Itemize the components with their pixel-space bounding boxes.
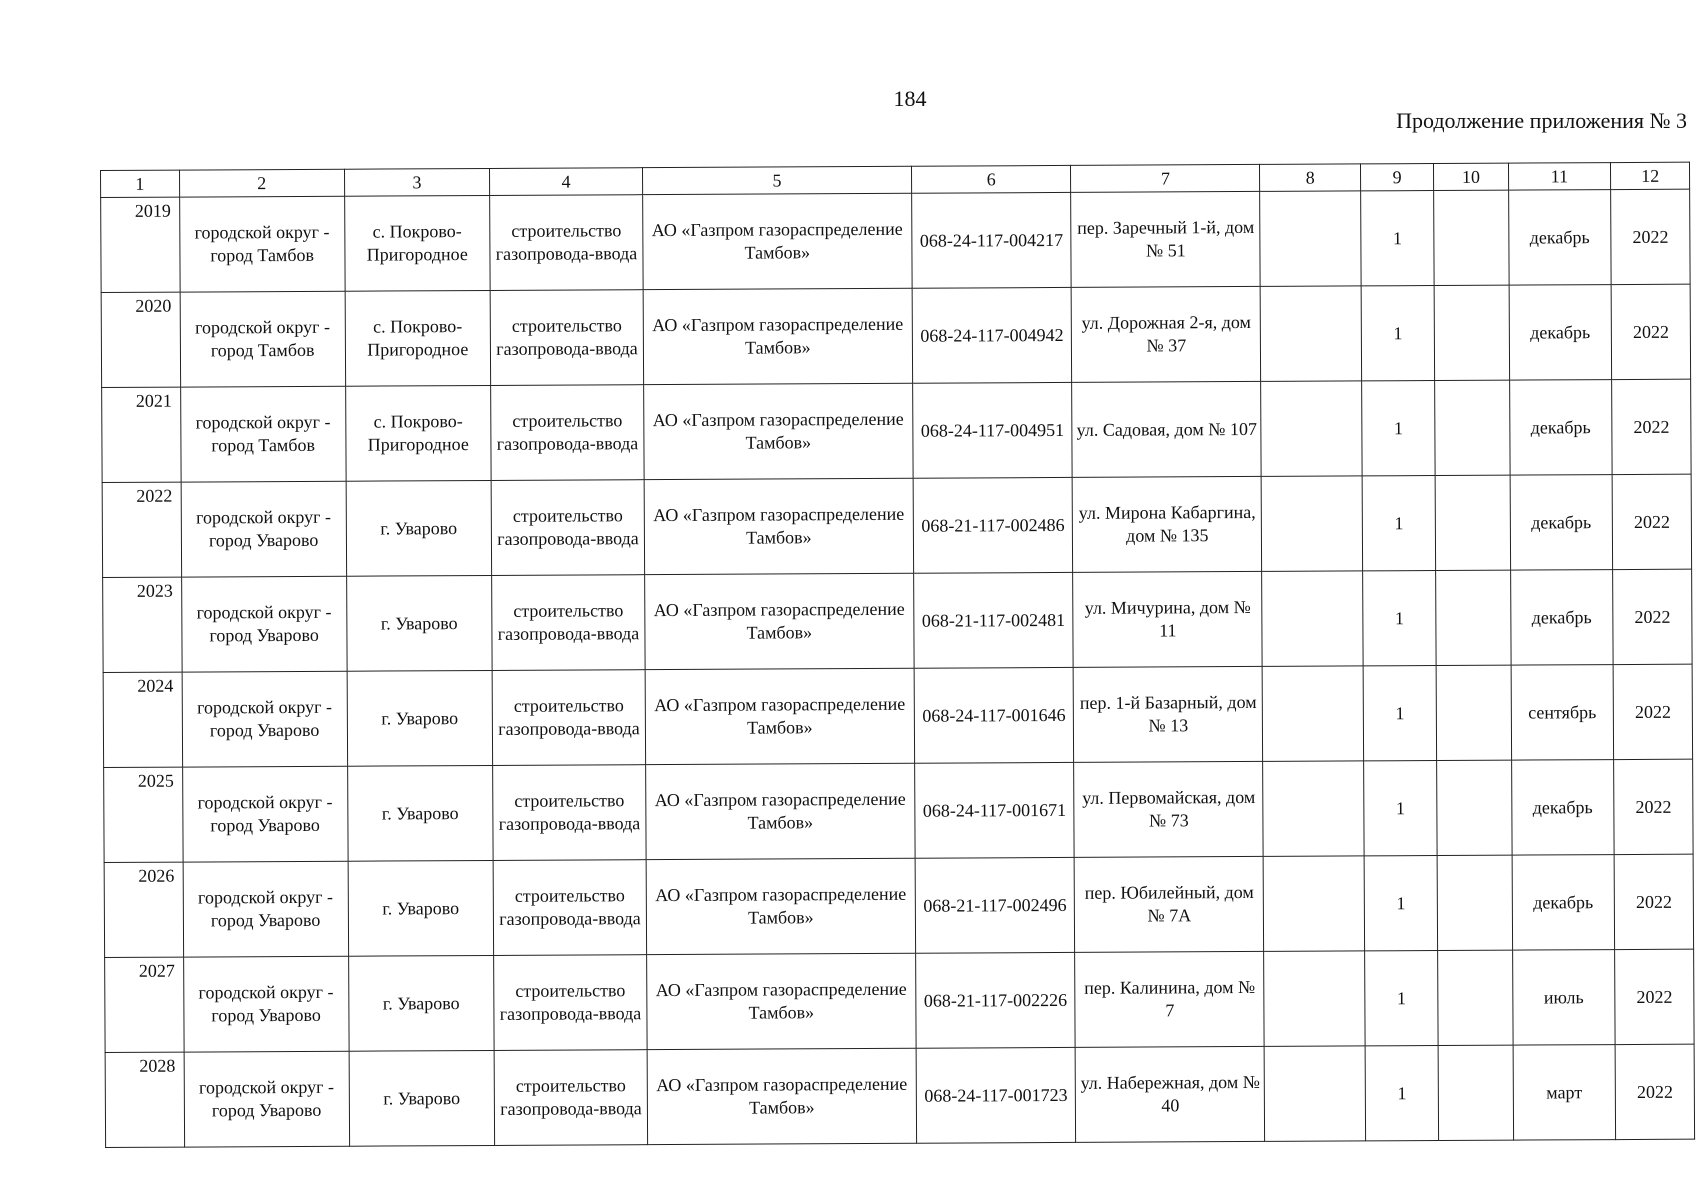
address-cell: пер. Калинина, дом № 7 [1075, 951, 1265, 1047]
column-10-cell [1434, 190, 1509, 285]
work-type-cell: строительство газопровода-ввода [490, 290, 643, 386]
district-cell: городской округ - город Уварово [181, 576, 347, 672]
column-10-cell [1435, 475, 1510, 570]
table-row [104, 854, 1693, 957]
quantity-cell: 1 [1365, 951, 1439, 1046]
year-cell: 2022 [1612, 379, 1691, 474]
month-cell: март [1513, 1045, 1616, 1141]
address-cell: ул. Первомайская, дом № 73 [1074, 761, 1264, 857]
page-number: 184 [893, 86, 927, 111]
column-8-cell [1262, 571, 1363, 667]
column-8-cell [1260, 191, 1361, 287]
object-code-cell: 068-21-117-002486 [913, 477, 1073, 573]
organization-cell: АО «Газпром газораспределение Тамбов» [646, 763, 915, 859]
address-cell: ул. Мичурина, дом № 11 [1073, 571, 1263, 667]
column-header: 9 [1360, 164, 1433, 191]
work-type-cell: строительство газопровода-ввода [491, 480, 644, 576]
locality-cell: г. Уварово [346, 480, 492, 576]
row-number: 2025 [104, 767, 183, 862]
organization-cell: АО «Газпром газораспределение Тамбов» [643, 193, 912, 289]
column-header: 5 [643, 166, 912, 194]
column-10-cell [1434, 285, 1509, 380]
object-code-cell: 068-21-117-002226 [915, 952, 1075, 1048]
object-code-cell: 068-24-117-001646 [914, 667, 1074, 763]
column-header: 1 [101, 170, 180, 197]
month-cell: декабрь [1510, 475, 1613, 571]
district-cell: городской округ - город Уварово [182, 671, 348, 767]
locality-cell: с. Покрово-Пригородное [345, 290, 491, 386]
address-cell: пер. Заречный 1-й, дом № 51 [1071, 191, 1261, 287]
column-10-cell [1435, 380, 1510, 475]
row-number: 2023 [103, 577, 182, 672]
row-number: 2026 [104, 862, 183, 957]
month-cell: декабрь [1509, 380, 1612, 476]
district-cell: городской округ - город Тамбов [180, 386, 346, 482]
column-8-cell [1264, 856, 1365, 952]
district-cell: городской округ - город Уварово [183, 861, 349, 957]
column-10-cell [1437, 855, 1512, 950]
column-8-cell [1261, 381, 1362, 477]
locality-cell: г. Уварово [349, 1050, 495, 1146]
quantity-cell: 1 [1364, 761, 1438, 856]
table-row [103, 664, 1692, 767]
quantity-cell: 1 [1361, 286, 1435, 381]
district-cell: городской округ - город Тамбов [180, 291, 346, 387]
column-header: 12 [1611, 162, 1690, 189]
object-code-cell: 068-24-117-004951 [912, 382, 1072, 478]
table-row [102, 474, 1691, 577]
work-type-cell: строительство газопровода-ввода [492, 575, 645, 671]
column-header: 3 [344, 168, 489, 196]
quantity-cell: 1 [1362, 476, 1436, 571]
month-cell: декабрь [1508, 190, 1611, 286]
year-cell: 2022 [1613, 664, 1692, 759]
row-number: 2024 [103, 672, 182, 767]
month-cell: декабрь [1509, 285, 1612, 381]
month-cell: декабрь [1511, 760, 1614, 856]
quantity-cell: 1 [1365, 1046, 1439, 1141]
organization-cell: АО «Газпром газораспределение Тамбов» [645, 573, 914, 669]
column-header: 10 [1434, 163, 1508, 190]
work-type-cell: строительство газопровода-ввода [490, 195, 643, 291]
organization-cell: АО «Газпром газораспределение Тамбов» [644, 478, 913, 574]
organization-cell: АО «Газпром газораспределение Тамбов» [647, 1048, 916, 1144]
locality-cell: г. Уварово [348, 860, 494, 956]
quantity-cell: 1 [1363, 571, 1437, 666]
organization-cell: АО «Газпром газораспределение Тамбов» [644, 383, 913, 479]
address-cell: ул. Садовая, дом № 107 [1072, 381, 1262, 477]
row-number: 2027 [105, 957, 184, 1052]
work-type-cell: строительство газопровода-ввода [494, 1050, 647, 1146]
column-header: 4 [490, 168, 643, 196]
year-cell: 2022 [1613, 569, 1692, 664]
work-type-cell: строительство газопровода-ввода [493, 860, 646, 956]
object-code-cell: 068-24-117-001671 [914, 762, 1074, 858]
column-10-cell [1438, 1045, 1513, 1140]
year-cell: 2022 [1611, 284, 1690, 379]
column-10-cell [1438, 950, 1513, 1045]
column-8-cell [1263, 666, 1364, 762]
column-8-cell [1265, 1046, 1366, 1142]
work-type-cell: строительство газопровода-ввода [493, 765, 646, 861]
table-row [105, 1044, 1694, 1147]
work-type-cell: строительство газопровода-ввода [492, 670, 645, 766]
district-cell: городской округ - город Уварово [181, 481, 347, 577]
column-8-cell [1264, 951, 1365, 1047]
column-header: 11 [1508, 163, 1611, 191]
row-number: 2019 [101, 197, 180, 292]
quantity-cell: 1 [1363, 666, 1437, 761]
district-cell: городской округ - город Уварово [184, 1051, 350, 1147]
month-cell: декабрь [1512, 855, 1615, 951]
address-cell: ул. Мирона Кабаргина, дом № 135 [1073, 476, 1263, 572]
column-header: 2 [179, 169, 344, 197]
column-header: 8 [1260, 164, 1361, 192]
organization-cell: АО «Газпром газораспределение Тамбов» [645, 668, 914, 764]
row-number: 2028 [105, 1052, 184, 1147]
work-type-cell: строительство газопровода-ввода [491, 385, 644, 481]
table-row [103, 569, 1692, 672]
appendix-continuation-label: Продолжение приложения № 3 [1396, 108, 1687, 133]
column-8-cell [1263, 761, 1364, 857]
address-cell: ул. Дорожная 2-я, дом № 37 [1072, 286, 1262, 382]
table-row [101, 284, 1690, 387]
quantity-cell: 1 [1361, 191, 1435, 286]
year-cell: 2022 [1615, 1044, 1694, 1139]
address-cell: пер. Юбилейный, дом № 7А [1075, 856, 1265, 952]
year-cell: 2022 [1611, 189, 1690, 284]
locality-cell: г. Уварово [346, 575, 492, 671]
work-type-cell: строительство газопровода-ввода [494, 955, 647, 1051]
district-cell: городской округ - город Уварово [182, 766, 348, 862]
month-cell: июль [1512, 950, 1615, 1046]
row-number: 2020 [101, 292, 180, 387]
district-cell: городской округ - город Уварово [183, 956, 349, 1052]
column-10-cell [1436, 665, 1511, 760]
year-cell: 2022 [1614, 759, 1693, 854]
row-number: 2022 [102, 482, 181, 577]
month-cell: декабрь [1510, 570, 1613, 666]
object-code-cell: 068-21-117-002481 [913, 572, 1073, 668]
quantity-cell: 1 [1362, 381, 1436, 476]
table-row [104, 759, 1693, 862]
column-10-cell [1436, 570, 1511, 665]
object-code-cell: 068-21-117-002496 [915, 857, 1075, 953]
organization-cell: АО «Газпром газораспределение Тамбов» [646, 858, 915, 954]
column-header: 6 [911, 165, 1071, 193]
object-code-cell: 068-24-117-004217 [911, 192, 1071, 288]
object-code-cell: 068-24-117-004942 [912, 287, 1072, 383]
table-row [105, 949, 1694, 1052]
organization-cell: АО «Газпром газораспределение Тамбов» [643, 288, 912, 384]
locality-cell: г. Уварово [347, 765, 493, 861]
locality-cell: с. Покрово-Пригородное [344, 195, 490, 291]
table-row [101, 189, 1690, 292]
column-8-cell [1262, 476, 1363, 572]
month-cell: сентябрь [1511, 665, 1614, 761]
object-code-cell: 068-24-117-001723 [916, 1047, 1076, 1143]
year-cell: 2022 [1612, 474, 1691, 569]
locality-cell: г. Уварово [348, 955, 494, 1051]
organization-cell: АО «Газпром газораспределение Тамбов» [647, 953, 916, 1049]
table-row [102, 379, 1691, 482]
column-8-cell [1261, 286, 1362, 382]
registry-table [100, 162, 1695, 1148]
year-cell: 2022 [1614, 854, 1693, 949]
column-header: 7 [1071, 164, 1260, 192]
address-cell: пер. 1-й Базарный, дом № 13 [1074, 666, 1264, 762]
column-10-cell [1437, 760, 1512, 855]
locality-cell: г. Уварово [347, 670, 493, 766]
locality-cell: с. Покрово-Пригородное [345, 385, 491, 481]
row-number: 2021 [102, 387, 181, 482]
district-cell: городской округ - город Тамбов [179, 196, 345, 292]
quantity-cell: 1 [1364, 856, 1438, 951]
year-cell: 2022 [1615, 949, 1694, 1044]
address-cell: ул. Набережная, дом № 40 [1075, 1046, 1265, 1142]
